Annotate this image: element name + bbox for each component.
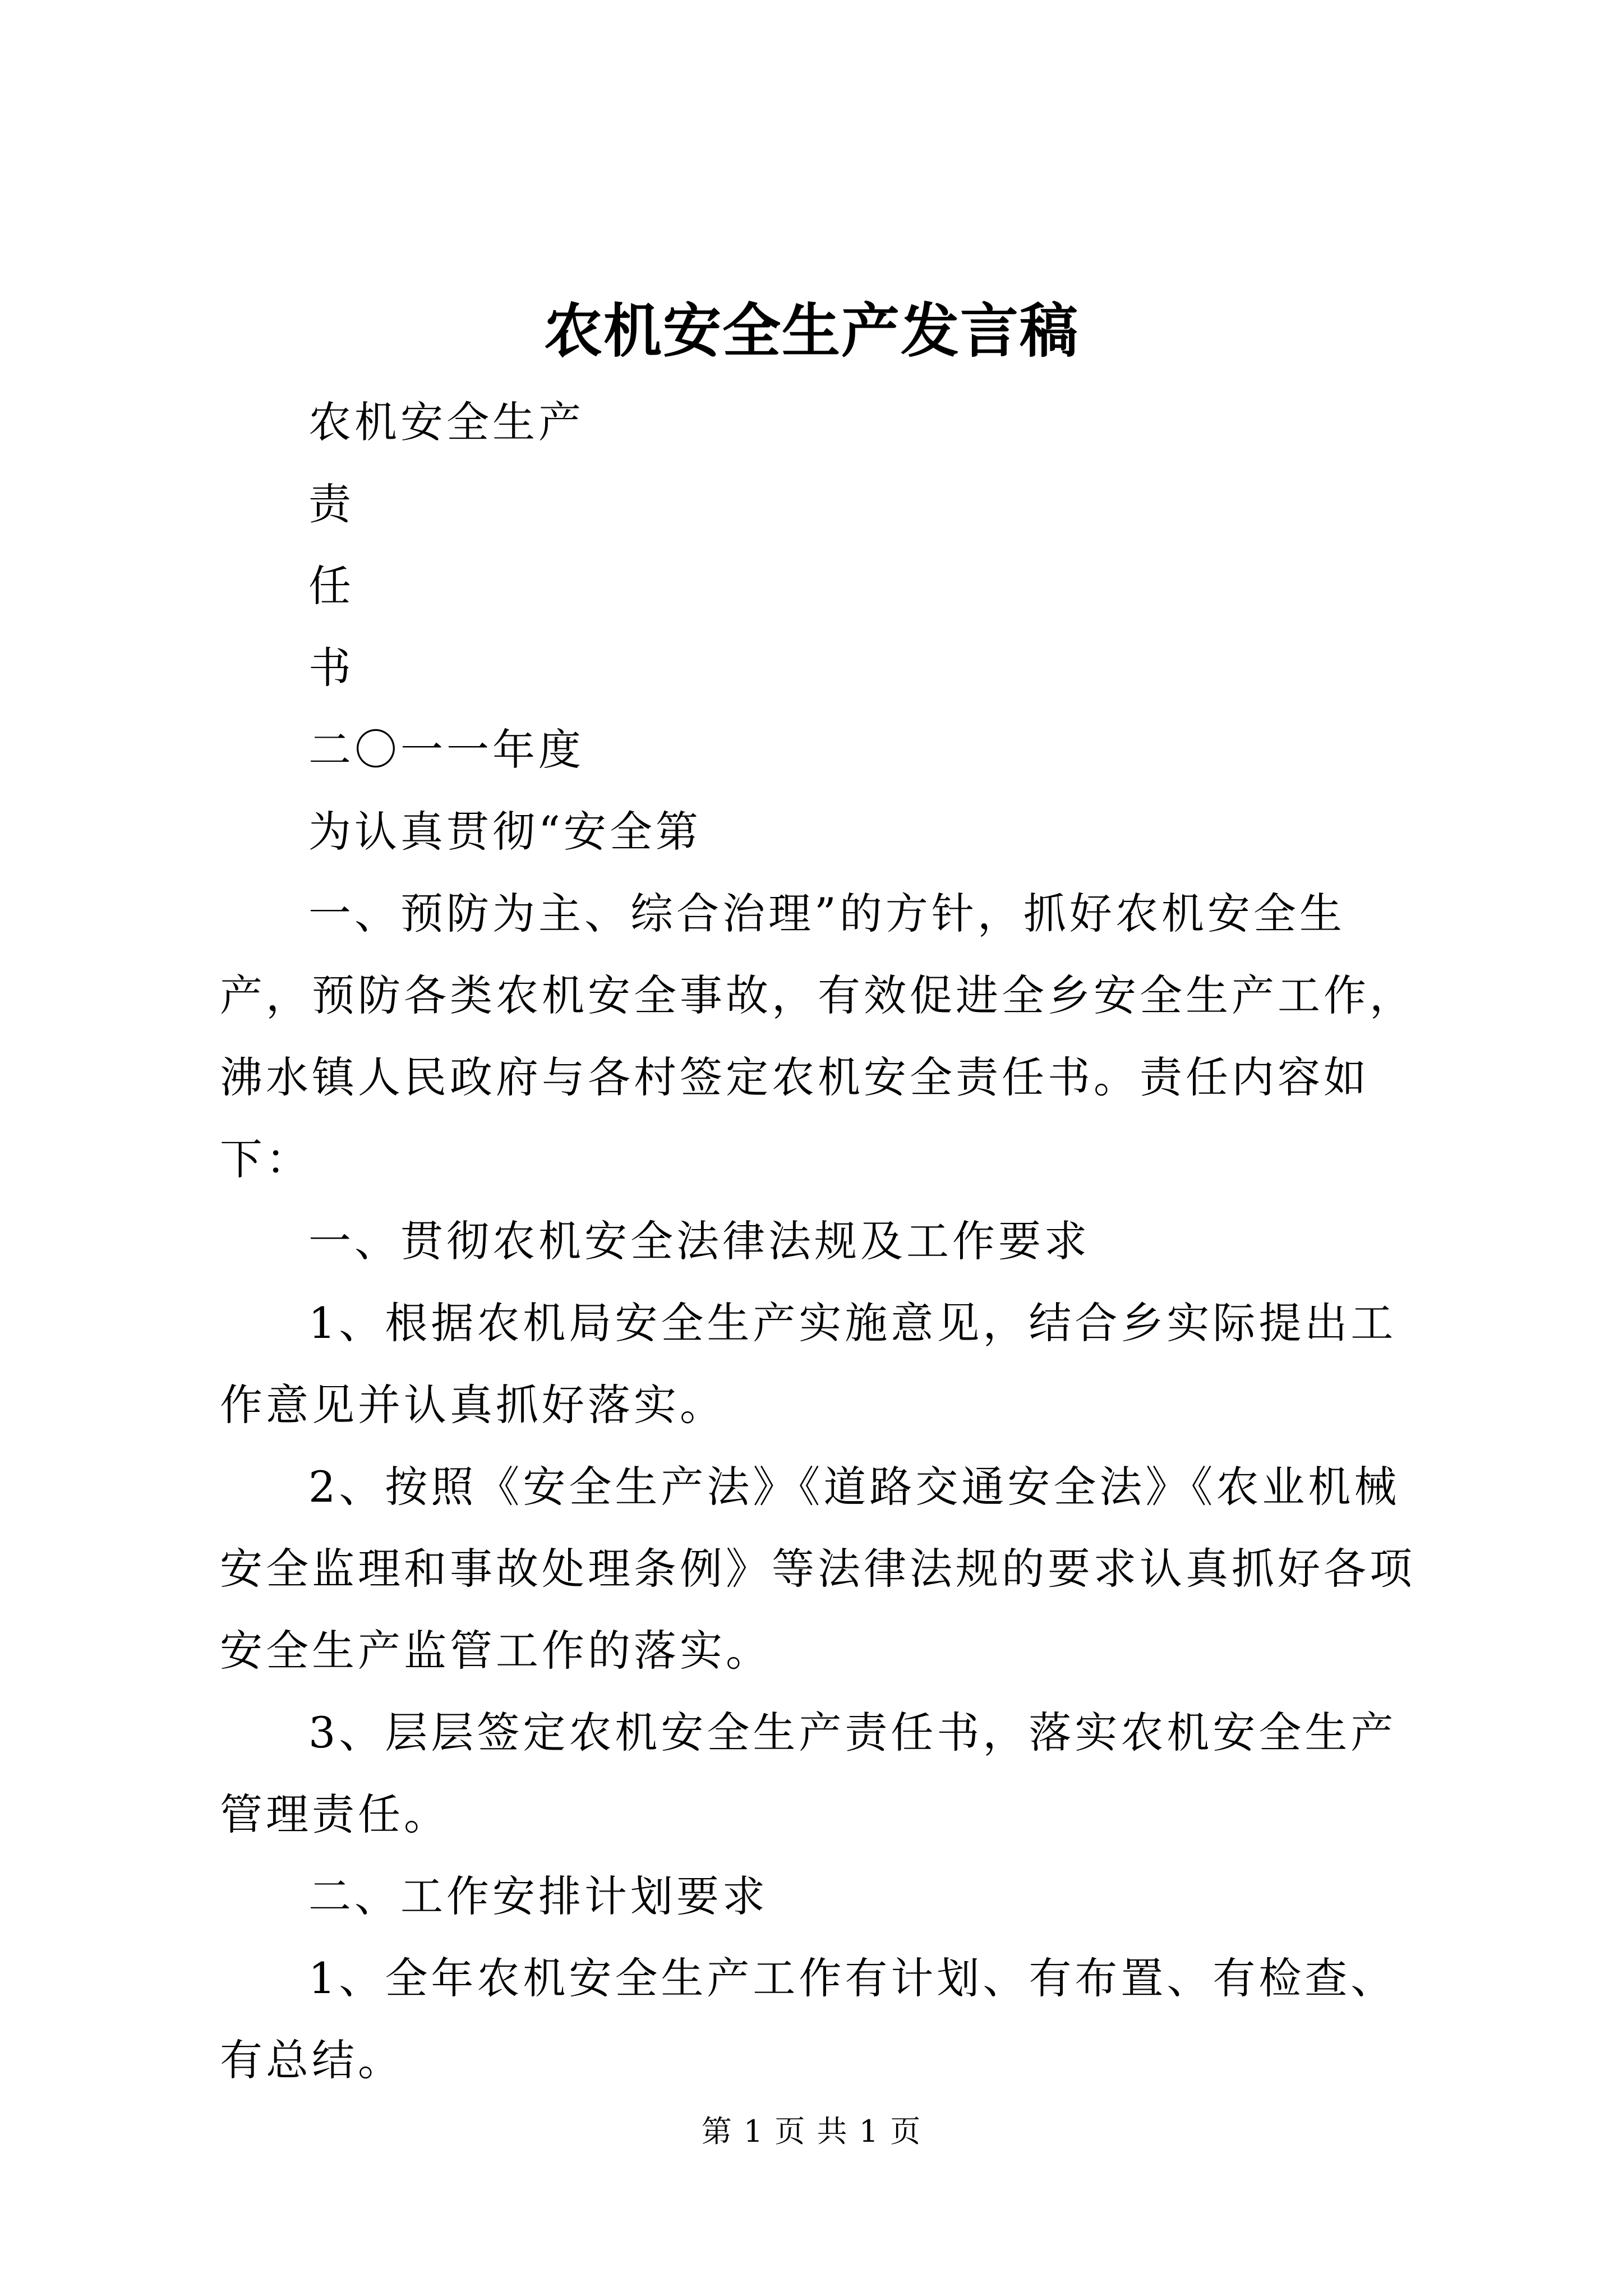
section-heading: 二、工作安排计划要求 bbox=[308, 1871, 768, 1921]
paragraph: 责 bbox=[308, 479, 354, 529]
paragraph: 一、预防为主、综合治理”的方针，抓好农机安全生产，预防各类农机安全事故，有效促进全乡安全生产工作，沸水镇人民政府与各村签定农机安全责任书。责任内容如下： bbox=[220, 889, 1415, 1184]
paragraph: 书 bbox=[308, 643, 354, 693]
paragraph: 农机安全生产 bbox=[308, 397, 584, 447]
paragraph: 1、全年农机安全生产工作有计划、有布置、有检查、有总结。 bbox=[220, 1953, 1397, 2085]
paragraph: 2、按照《安全生产法》《道路交通安全法》《农业机械安全监理和事故处理条例》等法律法规的要求认真抓好各项安全生产监管工作的落实。 bbox=[220, 1462, 1415, 1676]
paragraph: 为认真贯彻“安全第 bbox=[308, 807, 702, 857]
page-footer: 第 1 页 共 1 页 bbox=[701, 2114, 922, 2149]
paragraph: 任 bbox=[308, 561, 354, 611]
paragraph: 3、层层签定农机安全生产责任书，落实农机安全生产管理责任。 bbox=[220, 1708, 1397, 1839]
section-heading: 一、贯彻农机安全法律法规及工作要求 bbox=[308, 1216, 1090, 1266]
document-body bbox=[220, 381, 1426, 2101]
document-title: 农机安全生产发言稿 bbox=[543, 296, 1079, 365]
paragraph: 二〇一一年度 bbox=[308, 725, 584, 775]
paragraph: 1、根据农机局安全生产实施意见，结合乡实际提出工作意见并认真抓好落实。 bbox=[220, 1298, 1397, 1430]
